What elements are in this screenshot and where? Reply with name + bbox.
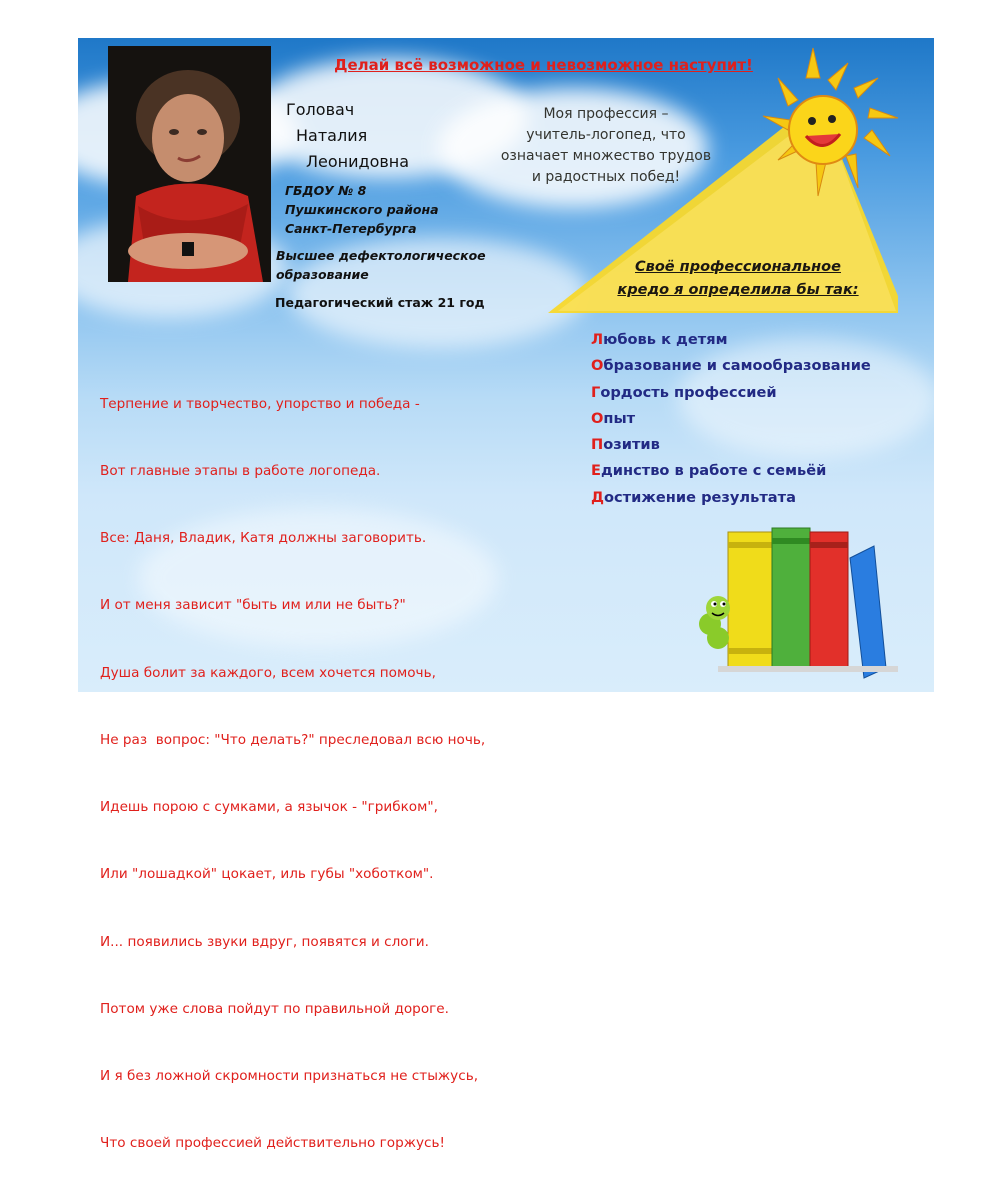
profession-line: Моя профессия –: [543, 106, 669, 122]
education-line: образование: [276, 267, 369, 282]
teacher-portrait: [108, 46, 271, 282]
motto-heading: Делай всё возможное и невозможное наступит!: [334, 56, 753, 74]
credo-text: озитив: [603, 436, 660, 454]
credo-list: [591, 327, 871, 511]
credo-line: Своё профессиональное: [635, 259, 841, 275]
name-line: Леонидовна: [306, 152, 410, 171]
credo-item: [591, 327, 871, 353]
org-line: ГБДОУ № 8: [285, 183, 367, 198]
name-line: Головач: [286, 100, 355, 119]
credo-heading: [578, 256, 898, 302]
credo-text: динство в работе с семьёй: [600, 462, 827, 480]
credo-text: бразование и самообразование: [603, 357, 871, 375]
poster: [78, 38, 934, 1152]
poem-line: Вот главные этапы в работе логопеда.: [100, 463, 381, 480]
education-line: Высшее дефектологическое: [276, 248, 486, 263]
credo-line: кредо я определила бы так:: [617, 282, 859, 298]
org-line: Санкт-Петербурга: [285, 221, 417, 236]
sun-face: [789, 96, 857, 164]
caterpillar-icon: [699, 596, 730, 649]
poem: [100, 348, 485, 1199]
credo-item: [591, 406, 871, 432]
poem-line: Не раз вопрос: "Что делать?" преследовал всю ночь,: [100, 731, 486, 748]
credo-initial: Л: [591, 331, 604, 348]
credo-text: юбовь к детям: [603, 331, 728, 348]
profession-statement: [476, 104, 736, 188]
poem-line: И я без ложной скромности признаться не стыжусь,: [100, 1068, 479, 1084]
name-line: Наталия: [296, 126, 368, 145]
credo-item: [591, 432, 871, 458]
poem-line: Что своей профессией действительно горжусь!: [100, 1135, 445, 1152]
organization: [285, 181, 439, 238]
education: [276, 246, 516, 284]
poem-line: Потом уже слова пойдут по правильной дороге.: [100, 1000, 449, 1017]
poem-line: Идешь порою с сумками, а язычок - "грибком",: [100, 799, 438, 816]
org-line: Пушкинского района: [285, 202, 439, 217]
credo-initial: Е: [591, 462, 601, 480]
profession-line: учитель-логопед, что: [526, 127, 686, 143]
credo-text: остижение результата: [604, 488, 796, 506]
credo-item: [591, 380, 871, 406]
credo-item: [591, 485, 871, 511]
poem-line: И... появились звуки вдруг, появятся и слоги.: [100, 933, 429, 950]
poem-line: Душа болит за каждого, всем хочется помочь,: [100, 664, 436, 681]
credo-initial: Д: [591, 488, 604, 506]
poem-line: Терпение и творчество, упорство и победа -: [100, 395, 420, 412]
poem-line: Или "лошадкой" цокает, иль губы "хоботком".: [100, 866, 434, 883]
credo-initial: П: [591, 436, 604, 454]
teacher-name: [286, 97, 409, 175]
credo-initial: О: [591, 409, 604, 427]
credo-item: [591, 458, 871, 484]
books-icon: [718, 528, 898, 678]
profession-line: и радостных побед!: [531, 169, 681, 185]
experience: Педагогический стаж 21 год: [275, 295, 485, 310]
credo-item: [591, 353, 871, 379]
credo-initial: О: [591, 357, 604, 375]
poem-line: Все: Даня, Владик, Катя должны заговорить.: [100, 530, 427, 547]
credo-text: пыт: [603, 409, 636, 427]
credo-initial: Г: [591, 383, 601, 401]
profession-line: означает множество трудов: [500, 148, 712, 164]
poem-line: И от меня зависит "быть им или не быть?": [100, 597, 406, 614]
credo-text: ордость профессией: [600, 383, 777, 401]
